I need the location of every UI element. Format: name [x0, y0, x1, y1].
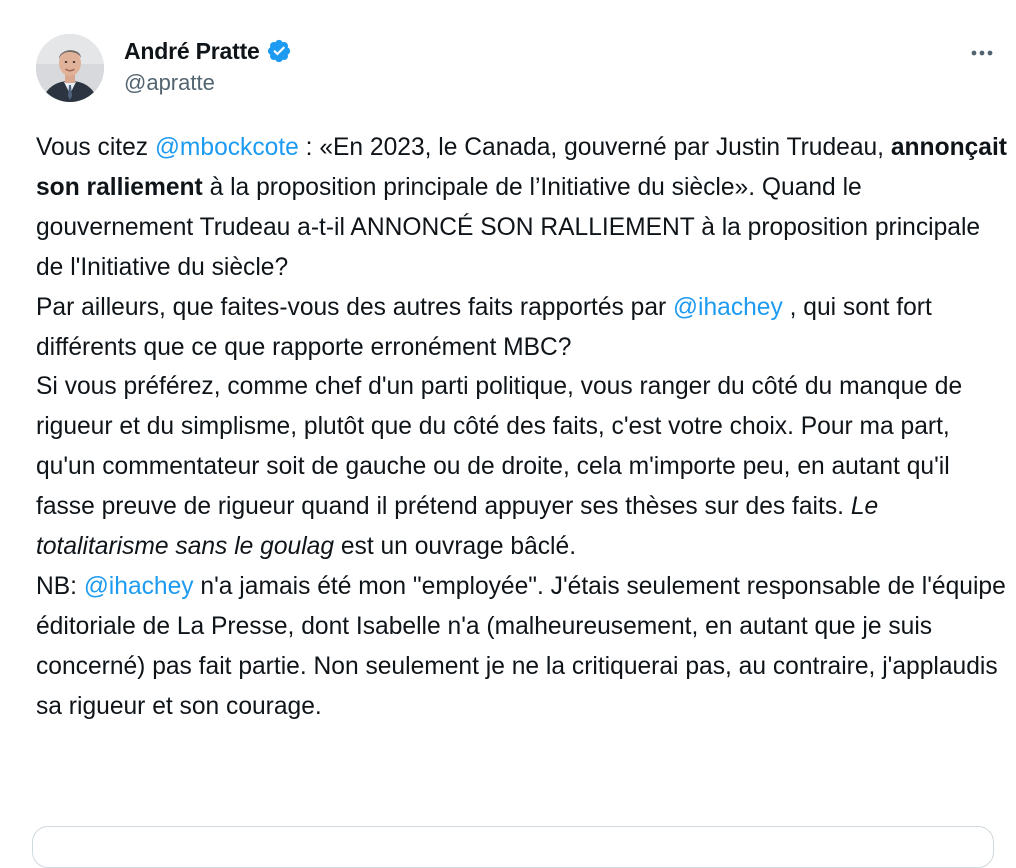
- mention-ihachey[interactable]: @ihachey: [673, 293, 783, 321]
- tweet-text: [36, 128, 1008, 727]
- text-segment: Si vous préférez, comme chef d'un parti politique, vous ranger du côté du manque de rigueur et du simplisme, plutôt que du côté des faits, c'est votre choix. Pour ma part, qu'un commentateur soit de gauche ou de droite, cela m'importe peu, en autant qu'il fasse preuve de rigueur quand il prétend appuyer ses thèses sur des faits.: [36, 373, 963, 521]
- text-segment: à la proposition principale de l’Initiative du siècle». Quand le gouvernement Trudeau a-t-il ANNONCÉ SON RALLIEMENT à la proposition principale de l'Initiative du siècle?: [36, 173, 981, 281]
- text-segment: NB:: [36, 572, 84, 600]
- text-segment: est un ouvrage bâclé.: [334, 533, 577, 561]
- tweet-paragraph-3: [36, 367, 1008, 567]
- avatar[interactable]: [36, 34, 104, 102]
- tweet-paragraph-1: [36, 128, 1008, 288]
- tweet-paragraph-2: [36, 288, 1008, 368]
- author-name-row: [124, 36, 292, 66]
- author-handle[interactable]: @apratte: [124, 70, 215, 95]
- author-block: [124, 36, 292, 96]
- verified-badge-icon[interactable]: [266, 38, 292, 64]
- author-name[interactable]: André Pratte: [124, 37, 260, 64]
- text-segment: , qui sont fort différents que ce que rapporte erronément MBC?: [36, 293, 932, 361]
- more-horizontal-icon[interactable]: [960, 38, 1004, 68]
- text-segment: Vous citez: [36, 134, 155, 161]
- text-segment: n'a jamais été mon "employée". J'étais seulement responsable de l'équipe éditoriale de La Presse, dont Isabelle n'a (malheureusement, en autant que je suis concerné) pas fait partie. Non seulement je ne la critiquerai pas, au contraire, j'applaudis sa rigueur et son courage.: [36, 572, 1006, 720]
- book-title-italic: Le totalitarisme sans le goulag: [36, 493, 879, 561]
- avatar-photo: [36, 34, 104, 102]
- tweet-paragraph-4: [36, 567, 1008, 727]
- text-segment: Par ailleurs, que faites-vous des autres faits rapportés par: [36, 293, 674, 321]
- quoted-post-card[interactable]: [32, 826, 994, 868]
- mention-ihachey[interactable]: @ihachey: [83, 572, 194, 600]
- mention-mbockcote[interactable]: @mbockcote: [154, 134, 299, 161]
- text-segment: : «En 2023, le Canada, gouverné par Justin Trudeau,: [298, 134, 891, 161]
- text-bold-segment: annonçait son ralliement: [36, 134, 1007, 201]
